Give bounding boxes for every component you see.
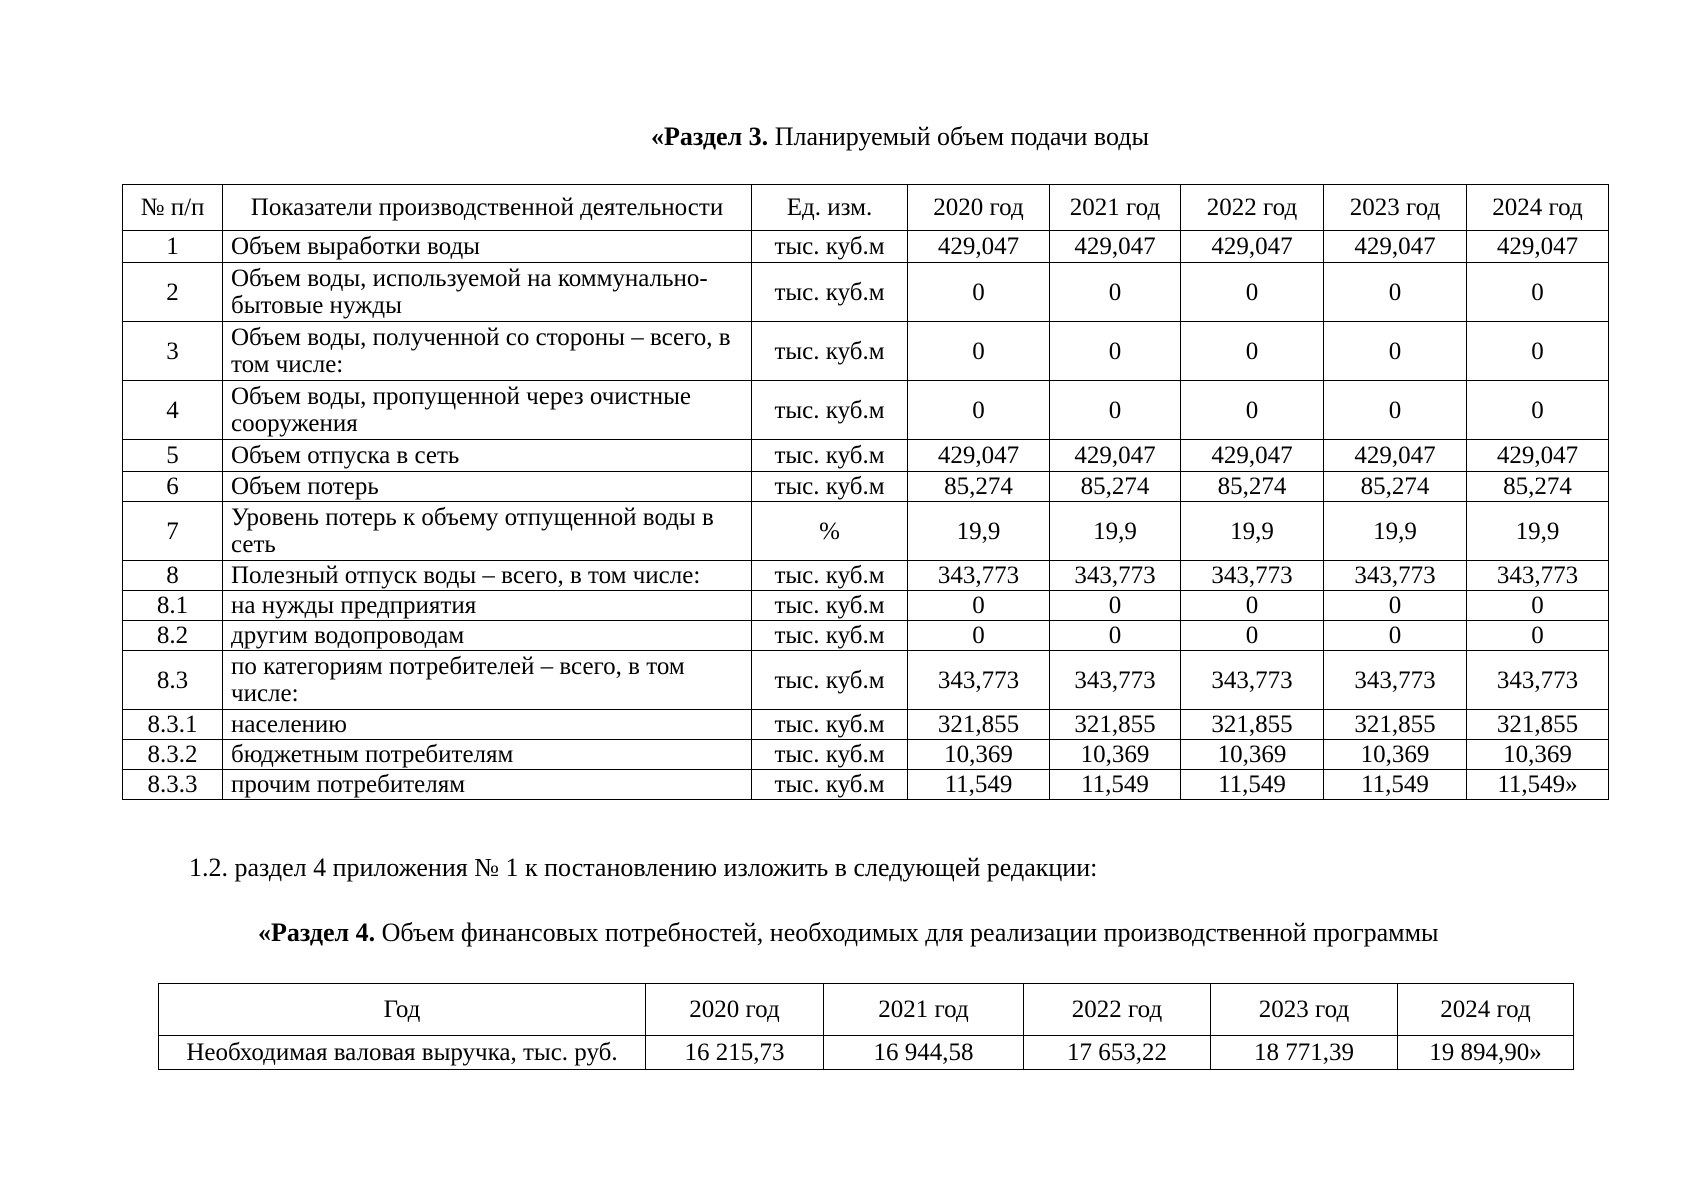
value-cell: 343,773: [1467, 651, 1609, 710]
indicator-cell: Объем воды, используемой на коммунально-бытовые нужды: [223, 263, 752, 322]
unit-cell: тыс. куб.м: [752, 381, 908, 440]
value-cell: 321,855: [1467, 710, 1609, 740]
table-cell: 16 944,58: [824, 1036, 1024, 1070]
header-cell: 2021 год: [1050, 185, 1181, 231]
section3-prefix: «Раздел 3.: [651, 122, 769, 151]
section4-header-row: [159, 984, 1574, 1036]
indicator-cell: Объем воды, полученной со стороны – всего, в том числе:: [223, 322, 752, 381]
value-cell: 321,855: [1050, 710, 1181, 740]
section3-heading: [0, 122, 1700, 152]
table-row: [123, 651, 1609, 710]
value-cell: 19,9: [1467, 502, 1609, 561]
value-cell: 0: [1050, 591, 1181, 621]
value-cell: 343,773: [1324, 561, 1467, 591]
value-cell: 10,369: [1050, 740, 1181, 770]
value-cell: 85,274: [1050, 472, 1181, 502]
value-cell: 0: [1467, 591, 1609, 621]
value-cell: 0: [1324, 591, 1467, 621]
table-cell: 16 215,73: [646, 1036, 824, 1070]
row-number-cell: 8: [123, 561, 223, 591]
amendment-paragraph: 1.2. раздел 4 приложения № 1 к постановлению изложить в следующей редакции:: [189, 853, 1098, 882]
value-cell: 0: [1050, 322, 1181, 381]
table-row: [123, 263, 1609, 322]
value-cell: 429,047: [1050, 231, 1181, 263]
header-cell: 2020 год: [646, 984, 824, 1036]
value-cell: 10,369: [1181, 740, 1324, 770]
value-cell: 321,855: [908, 710, 1050, 740]
table-cell: 17 653,22: [1024, 1036, 1211, 1070]
table-row: [123, 472, 1609, 502]
value-cell: 11,549: [908, 770, 1050, 800]
unit-cell: тыс. куб.м: [752, 440, 908, 472]
value-cell: 0: [1181, 263, 1324, 322]
value-cell: 0: [1181, 322, 1324, 381]
header-cell: № п/п: [123, 185, 223, 231]
value-cell: 85,274: [908, 472, 1050, 502]
value-cell: 0: [1467, 263, 1609, 322]
table-row: [123, 381, 1609, 440]
table-row: [123, 231, 1609, 263]
value-cell: 0: [1467, 322, 1609, 381]
unit-cell: тыс. куб.м: [752, 322, 908, 381]
row-number-cell: 8.3: [123, 651, 223, 710]
unit-cell: тыс. куб.м: [752, 740, 908, 770]
value-cell: 429,047: [1050, 440, 1181, 472]
table-row: [123, 591, 1609, 621]
value-cell: 429,047: [1181, 231, 1324, 263]
value-cell: 11,549: [1181, 770, 1324, 800]
value-cell: 0: [1324, 322, 1467, 381]
value-cell: 343,773: [1050, 651, 1181, 710]
row-number-cell: 2: [123, 263, 223, 322]
value-cell: 0: [1181, 591, 1324, 621]
table-row: [123, 440, 1609, 472]
value-cell: 429,047: [1324, 440, 1467, 472]
row-number-cell: 7: [123, 502, 223, 561]
value-cell: 0: [1467, 381, 1609, 440]
value-cell: 19,9: [908, 502, 1050, 561]
value-cell: 429,047: [908, 231, 1050, 263]
value-cell: 19,9: [1050, 502, 1181, 561]
value-cell: 10,369: [908, 740, 1050, 770]
header-cell: 2022 год: [1181, 185, 1324, 231]
header-cell: 2024 год: [1398, 984, 1574, 1036]
value-cell: 0: [1181, 381, 1324, 440]
value-cell: 10,369: [1467, 740, 1609, 770]
value-cell: 321,855: [1181, 710, 1324, 740]
table-row: [123, 502, 1609, 561]
value-cell: 11,549»: [1467, 770, 1609, 800]
table-cell: 18 771,39: [1211, 1036, 1398, 1070]
row-number-cell: 8.3.1: [123, 710, 223, 740]
row-number-cell: 4: [123, 381, 223, 440]
value-cell: 343,773: [1467, 561, 1609, 591]
indicator-cell: Объем отпуска в сеть: [223, 440, 752, 472]
unit-cell: тыс. куб.м: [752, 561, 908, 591]
section4-heading: [258, 918, 1439, 948]
value-cell: 429,047: [1467, 440, 1609, 472]
value-cell: 343,773: [908, 561, 1050, 591]
table-row: [123, 322, 1609, 381]
unit-cell: тыс. куб.м: [752, 263, 908, 322]
value-cell: 0: [1467, 621, 1609, 651]
header-cell: Год: [159, 984, 646, 1036]
indicator-cell: по категориям потребителей – всего, в том числе:: [223, 651, 752, 710]
value-cell: 343,773: [1050, 561, 1181, 591]
section3-title: Планируемый объем подачи воды: [768, 122, 1149, 151]
value-cell: 0: [908, 381, 1050, 440]
table-row: [123, 621, 1609, 651]
header-cell: 2023 год: [1211, 984, 1398, 1036]
unit-cell: тыс. куб.м: [752, 770, 908, 800]
row-number-cell: 1: [123, 231, 223, 263]
table-cell: 19 894,90»: [1398, 1036, 1574, 1070]
value-cell: 321,855: [1324, 710, 1467, 740]
section3-table: [122, 184, 1609, 800]
value-cell: 343,773: [1181, 561, 1324, 591]
indicator-cell: Уровень потерь к объему отпущенной воды в сеть: [223, 502, 752, 561]
value-cell: 429,047: [1181, 440, 1324, 472]
table-row: [159, 1036, 1574, 1070]
value-cell: 429,047: [1324, 231, 1467, 263]
value-cell: 429,047: [1467, 231, 1609, 263]
unit-cell: %: [752, 502, 908, 561]
indicator-cell: населению: [223, 710, 752, 740]
row-number-cell: 8.3.3: [123, 770, 223, 800]
indicator-cell: Объем потерь: [223, 472, 752, 502]
value-cell: 11,549: [1324, 770, 1467, 800]
value-cell: 0: [908, 322, 1050, 381]
indicator-cell: другим водопроводам: [223, 621, 752, 651]
value-cell: 0: [908, 621, 1050, 651]
header-cell: 2024 год: [1467, 185, 1609, 231]
header-cell: 2020 год: [908, 185, 1050, 231]
value-cell: 0: [1181, 621, 1324, 651]
value-cell: 343,773: [1324, 651, 1467, 710]
table-row: [123, 740, 1609, 770]
value-cell: 429,047: [908, 440, 1050, 472]
section3-table-body: [123, 231, 1609, 800]
table-row: [123, 710, 1609, 740]
value-cell: 0: [1324, 381, 1467, 440]
value-cell: 0: [908, 591, 1050, 621]
value-cell: 11,549: [1050, 770, 1181, 800]
unit-cell: тыс. куб.м: [752, 710, 908, 740]
row-number-cell: 8.1: [123, 591, 223, 621]
indicator-cell: прочим потребителям: [223, 770, 752, 800]
value-cell: 0: [1050, 381, 1181, 440]
value-cell: 19,9: [1181, 502, 1324, 561]
indicator-cell: Объем воды, пропущенной через очистные сооружения: [223, 381, 752, 440]
unit-cell: тыс. куб.м: [752, 231, 908, 263]
row-number-cell: 8.3.2: [123, 740, 223, 770]
value-cell: 0: [1324, 621, 1467, 651]
indicator-cell: бюджетным потребителям: [223, 740, 752, 770]
header-cell: Показатели производственной деятельности: [223, 185, 752, 231]
value-cell: 343,773: [1181, 651, 1324, 710]
header-cell: 2021 год: [824, 984, 1024, 1036]
value-cell: 0: [908, 263, 1050, 322]
section4-table: [158, 983, 1574, 1070]
header-cell: 2023 год: [1324, 185, 1467, 231]
value-cell: 85,274: [1467, 472, 1609, 502]
table-row: [123, 770, 1609, 800]
unit-cell: тыс. куб.м: [752, 472, 908, 502]
row-number-cell: 5: [123, 440, 223, 472]
table-row: [123, 561, 1609, 591]
row-number-cell: 6: [123, 472, 223, 502]
section4-prefix: «Раздел 4.: [258, 918, 376, 947]
row-number-cell: 8.2: [123, 621, 223, 651]
section4-title: Объем финансовых потребностей, необходимых для реализации производственной программы: [375, 918, 1439, 947]
unit-cell: тыс. куб.м: [752, 651, 908, 710]
section3-header-row: [123, 185, 1609, 231]
value-cell: 85,274: [1181, 472, 1324, 502]
value-cell: 19,9: [1324, 502, 1467, 561]
unit-cell: тыс. куб.м: [752, 591, 908, 621]
unit-cell: тыс. куб.м: [752, 621, 908, 651]
value-cell: 85,274: [1324, 472, 1467, 502]
value-cell: 0: [1324, 263, 1467, 322]
indicator-cell: на нужды предприятия: [223, 591, 752, 621]
row-number-cell: 3: [123, 322, 223, 381]
indicator-cell: Объем выработки воды: [223, 231, 752, 263]
value-cell: 10,369: [1324, 740, 1467, 770]
header-cell: Ед. изм.: [752, 185, 908, 231]
value-cell: 343,773: [908, 651, 1050, 710]
value-cell: 0: [1050, 263, 1181, 322]
header-cell: 2022 год: [1024, 984, 1211, 1036]
value-cell: 0: [1050, 621, 1181, 651]
table-cell: Необходимая валовая выручка, тыс. руб.: [159, 1036, 646, 1070]
indicator-cell: Полезный отпуск воды – всего, в том числе:: [223, 561, 752, 591]
